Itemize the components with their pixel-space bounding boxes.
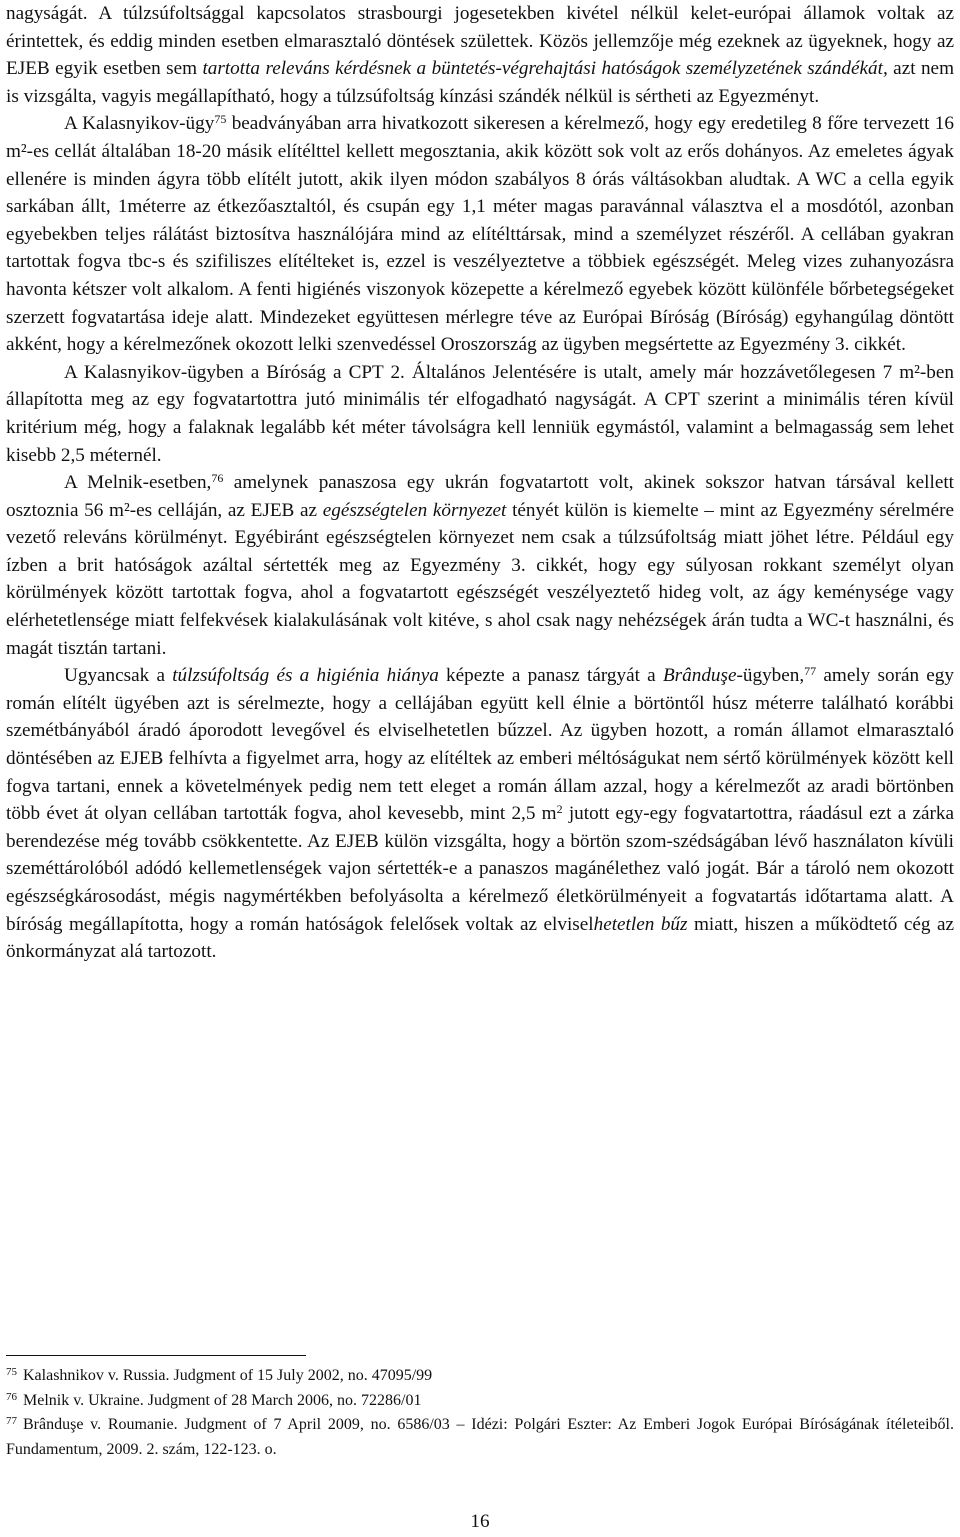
footnote-separator xyxy=(6,1355,306,1356)
footnote-reference: 76 xyxy=(211,471,224,486)
text-run: azt nem is vizsgálta, vagyis megállapítható, hogy a túlzsúfoltság kínzási szándék nélkül is sértheti az Egyezményt. xyxy=(6,58,954,107)
text-run: beadványában arra hivatkozott sikeresen a kérelmező, hogy egy eredetileg 8 főre tervezett 16 m²-es cellát általában 18-20 másik elítélttel kellett megosztania, akik között sok volt az erős dohányos. Az emeletes ágyak ellenére is minden ágyra több elítélt jutott, akik ilyen módon szabályos 8 órás váltásokban aludtak. A WC a cella egyik sarkában állt, 1méterre az étkezőasztaltól, és csupán egy 1,1 méter magas paravánnal választva el a mosdótól, azonban egyebekben teljes rálátást biztosítva használójára mind az elítélttársak, mind a személyzet részéről. A cellában gyakran tartottak fogva tbc-s és szifiliszes elítélteket is, ezzel is veszélyeztetve a többiek egészségét. Meleg vizes zuhanyozásra havonta kétszer volt alkalom. A fenti higiénés viszonyok közepette a kérelmező egyebek között különféle bőrbetegségeket szerzett fogvatartása ideje alatt. Mindezeket együttesen mérlegre téve az Európai Bíróság (Bíróság) egyhangúlag döntött akként, hogy a kérelmezőnek okozott lelki szenvedéssel Oroszország az ügyben megsértette az Egyezmény 3. cikkét. xyxy=(6,113,954,356)
text-run: tényét külön is kiemelte – mint az Egyezmény sérelmére vezető releváns körülményt. Egyébiránt egészségtelen környezet nem csak a túlzsúfoltság miatt jöhet létre. Például egy ízben a brit hatóságok azáltal sértették meg az Egyezmény 3. cikkét, hogy egy súlyosan rokkant személyt olyan körülmények között tartottak fogva, ahol a fogvatartott egészségét veszélyeztető hideg volt, az ágy keménysége vagy elérhetetlensége miatt felfekvések kialakulásának volt kitéve, s ahol csak nagy nehézségek árán tudta a WC-t használni, és magát tisztán tartani. xyxy=(6,499,954,659)
italic-text: egészségtelen környezet xyxy=(322,499,507,521)
footnote-number: 75 xyxy=(6,1366,17,1378)
italic-text: túlzsúfoltság és a higiénia hiánya xyxy=(172,665,439,687)
page-number: 16 xyxy=(470,1511,490,1532)
footnote-number: 77 xyxy=(6,1415,17,1427)
body-text xyxy=(6,0,954,966)
paragraph xyxy=(6,359,954,469)
paragraph xyxy=(6,110,954,358)
footnotes xyxy=(6,1364,954,1462)
footnote-reference: 77 xyxy=(804,664,817,679)
footnote xyxy=(6,1413,954,1462)
italic-text: tartotta releváns kérdésnek a büntetés-végrehajtási hatóságok személyzetének szándékát, xyxy=(202,58,888,80)
text-run: képezte a panasz tárgyát a xyxy=(438,665,663,687)
text-run: Ugyancsak a xyxy=(64,665,173,687)
paragraph xyxy=(6,662,954,966)
footnote-reference: 75 xyxy=(214,112,227,127)
footnote-text: Brânduşe v. Roumanie. Judgment of 7 April 2009, no. 6586/03 – Idézi: Polgári Eszter: Az Emberi Jogok Európai Bíróságának ítéleteiből. Fundamentum, 2009. 2. szám, 122-123. o. xyxy=(6,1416,954,1458)
text-run: amely során egy román elítélt ügyében azt is sérelmezte, hogy a cellájában együtt kell élnie a börtöntől húsz méterre található korábbi szemétbányából áradó áporodott levegővel és elviselhetetlen bűzzel. Az ügyben hozott, a román államot elmarasztaló döntésében az EJEB felhívta a figyelmet arra, hogy az elítéltek az emberi méltóságukat nem sértő körülmények között kell fogva tartani, ennek a követelmények pedig nem tett eleget a román állam azzal, hogy a kérelmezőt az aradi börtönben több évet át olyan cellában tartották fogva, ahol kevesebb, mint 2,5 m xyxy=(6,665,954,825)
paragraph xyxy=(6,0,954,110)
text-run: jutott egy-egy fogvatartottra, ráadásul ezt a zárka berendezése még tovább csökkentette. Az EJEB külön vizsgálta, hogy a börtön szom-szédságában lévő használaton kívüli szeméttárolóból adódó kellemetlenségek vajon sértették-e a panaszos magánélethez való jogát. Bár a tároló nem okozott egészségkárosodást, mégis nagymértékben befolyásolta a kérelmező életkörülményeit a fogvatartás időtartama alatt. A bíróság megállapította, hogy a román hatóságok felelősek voltak az elvisel xyxy=(6,803,954,935)
text-run: ügyben, xyxy=(742,665,805,687)
footnote-number: 76 xyxy=(6,1390,17,1403)
footnote xyxy=(6,1389,954,1414)
footnote-text: Melnik v. Ukraine. Judgment of 28 March 2006, no. 72286/01 xyxy=(23,1391,422,1409)
text-run: nagyságát. A túlzsúfoltsággal kapcsolatos strasbourgi jogesetekben kivétel nélkül kelet-európai államok voltak az érintettek, és eddig minden esetben elmarasztaló döntések születtek. Közös jellemzője még ezeknek az ügyeknek, hogy az EJEB egyik esetben sem xyxy=(6,3,954,80)
italic-text: Brânduşe- xyxy=(662,665,743,687)
footnote-text: Kalashnikov v. Russia. Judgment of 15 July 2002, no. 47095/99 xyxy=(23,1367,433,1384)
paragraph xyxy=(6,469,954,662)
text-run: amelynek panaszosa egy ukrán fogvatartott volt, akinek sokszor hatvan társával kellett osztoznia 56 m²-es celláján, az EJEB az xyxy=(6,472,955,521)
footnote xyxy=(6,1364,954,1389)
text-run: A Kalasnyikov-ügy xyxy=(64,113,215,135)
italic-text: hetetlen bűz xyxy=(593,913,688,935)
text-run: A Kalasnyikov-ügyben a Bíróság a CPT 2. Általános Jelentésére is utalt, amely már hozzávetőlegesen 7 m²-ben állapította meg az egy fogvatartottra jutó minimális tér elfogadható nagyságát. A CPT szerint a minimális téren kívül kritérium még, hogy a falaknak legalább két méter távolságra kell lenniük egymástól, valamint a belmagasság sem lehet kisebb 2,5 méternél. xyxy=(6,361,954,466)
text-run: miatt, hiszen a működtető cég az önkormányzat alá tartozott. xyxy=(6,913,954,963)
footnote-reference: 2 xyxy=(556,802,563,817)
text-run: A Melnik-esetben, xyxy=(64,472,212,494)
